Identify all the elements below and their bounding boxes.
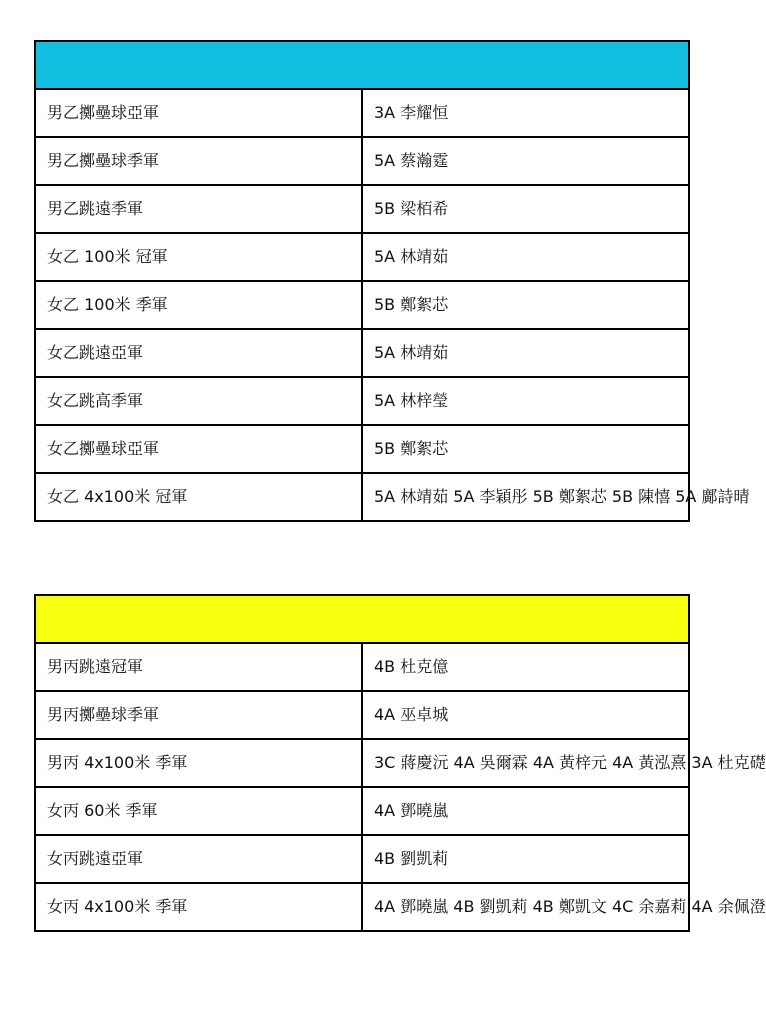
winner-cell: 4B 劉凱莉 bbox=[362, 835, 689, 883]
table-row bbox=[35, 185, 689, 233]
event-cell: 女丙 60米 季軍 bbox=[35, 787, 362, 835]
winner-cell: 4A 巫卓城 bbox=[362, 691, 689, 739]
winner-cell: 5A 林靖茹 bbox=[362, 329, 689, 377]
winner-cell: 3A 李耀恒 bbox=[362, 89, 689, 137]
table-row bbox=[35, 473, 689, 521]
winner-cell: 5A 林梓瑩 bbox=[362, 377, 689, 425]
event-cell: 男乙擲壘球季軍 bbox=[35, 137, 362, 185]
event-cell: 男丙跳遠冠軍 bbox=[35, 643, 362, 691]
winner-cell: 5A 林靖茹 5A 李穎彤 5B 鄭絮芯 5B 陳憘 5A 鄺詩晴 bbox=[362, 473, 689, 521]
event-cell: 女丙跳遠亞軍 bbox=[35, 835, 362, 883]
table-row bbox=[35, 377, 689, 425]
event-cell: 男丙 4x100米 季軍 bbox=[35, 739, 362, 787]
winner-cell: 4A 鄧曉嵐 bbox=[362, 787, 689, 835]
event-cell: 女乙跳遠亞軍 bbox=[35, 329, 362, 377]
header-cell bbox=[35, 41, 689, 89]
results-table-2 bbox=[34, 594, 766, 932]
winner-cell: 4A 鄧曉嵐 4B 劉凱莉 4B 鄭凱文 4C 余嘉莉 4A 余佩澄 bbox=[362, 883, 689, 931]
table-row bbox=[35, 233, 689, 281]
table-row bbox=[35, 425, 689, 473]
winner-cell: 5B 鄭絮芯 bbox=[362, 281, 689, 329]
winner-cell: 5B 鄭絮芯 bbox=[362, 425, 689, 473]
table-header-bar bbox=[35, 595, 689, 643]
event-cell: 男乙擲壘球亞軍 bbox=[35, 89, 362, 137]
event-cell: 男丙擲壘球季軍 bbox=[35, 691, 362, 739]
winner-cell: 5A 林靖茹 bbox=[362, 233, 689, 281]
event-cell: 女乙 100米 冠軍 bbox=[35, 233, 362, 281]
table-row bbox=[35, 835, 689, 883]
event-cell: 女丙 4x100米 季軍 bbox=[35, 883, 362, 931]
event-cell: 女乙 4x100米 冠軍 bbox=[35, 473, 362, 521]
table-row bbox=[35, 739, 689, 787]
winner-cell: 4B 杜克億 bbox=[362, 643, 689, 691]
table-row bbox=[35, 89, 689, 137]
table-row bbox=[35, 691, 689, 739]
winner-cell: 3C 蔣慶沅 4A 吳爾霖 4A 黃梓元 4A 黃泓熹 3A 杜克礎 bbox=[362, 739, 689, 787]
winner-cell: 5A 蔡瀚霆 bbox=[362, 137, 689, 185]
event-cell: 女乙 100米 季軍 bbox=[35, 281, 362, 329]
event-cell: 女乙跳高季軍 bbox=[35, 377, 362, 425]
table-row bbox=[35, 883, 689, 931]
winner-cell: 5B 梁栢希 bbox=[362, 185, 689, 233]
results-table-1 bbox=[34, 40, 750, 522]
table-row bbox=[35, 643, 689, 691]
table-row bbox=[35, 281, 689, 329]
table-row bbox=[35, 787, 689, 835]
table-row bbox=[35, 137, 689, 185]
table-header-bar bbox=[35, 41, 689, 89]
event-cell: 女乙擲壘球亞軍 bbox=[35, 425, 362, 473]
table-row bbox=[35, 329, 689, 377]
header-cell bbox=[35, 595, 689, 643]
event-cell: 男乙跳遠季軍 bbox=[35, 185, 362, 233]
